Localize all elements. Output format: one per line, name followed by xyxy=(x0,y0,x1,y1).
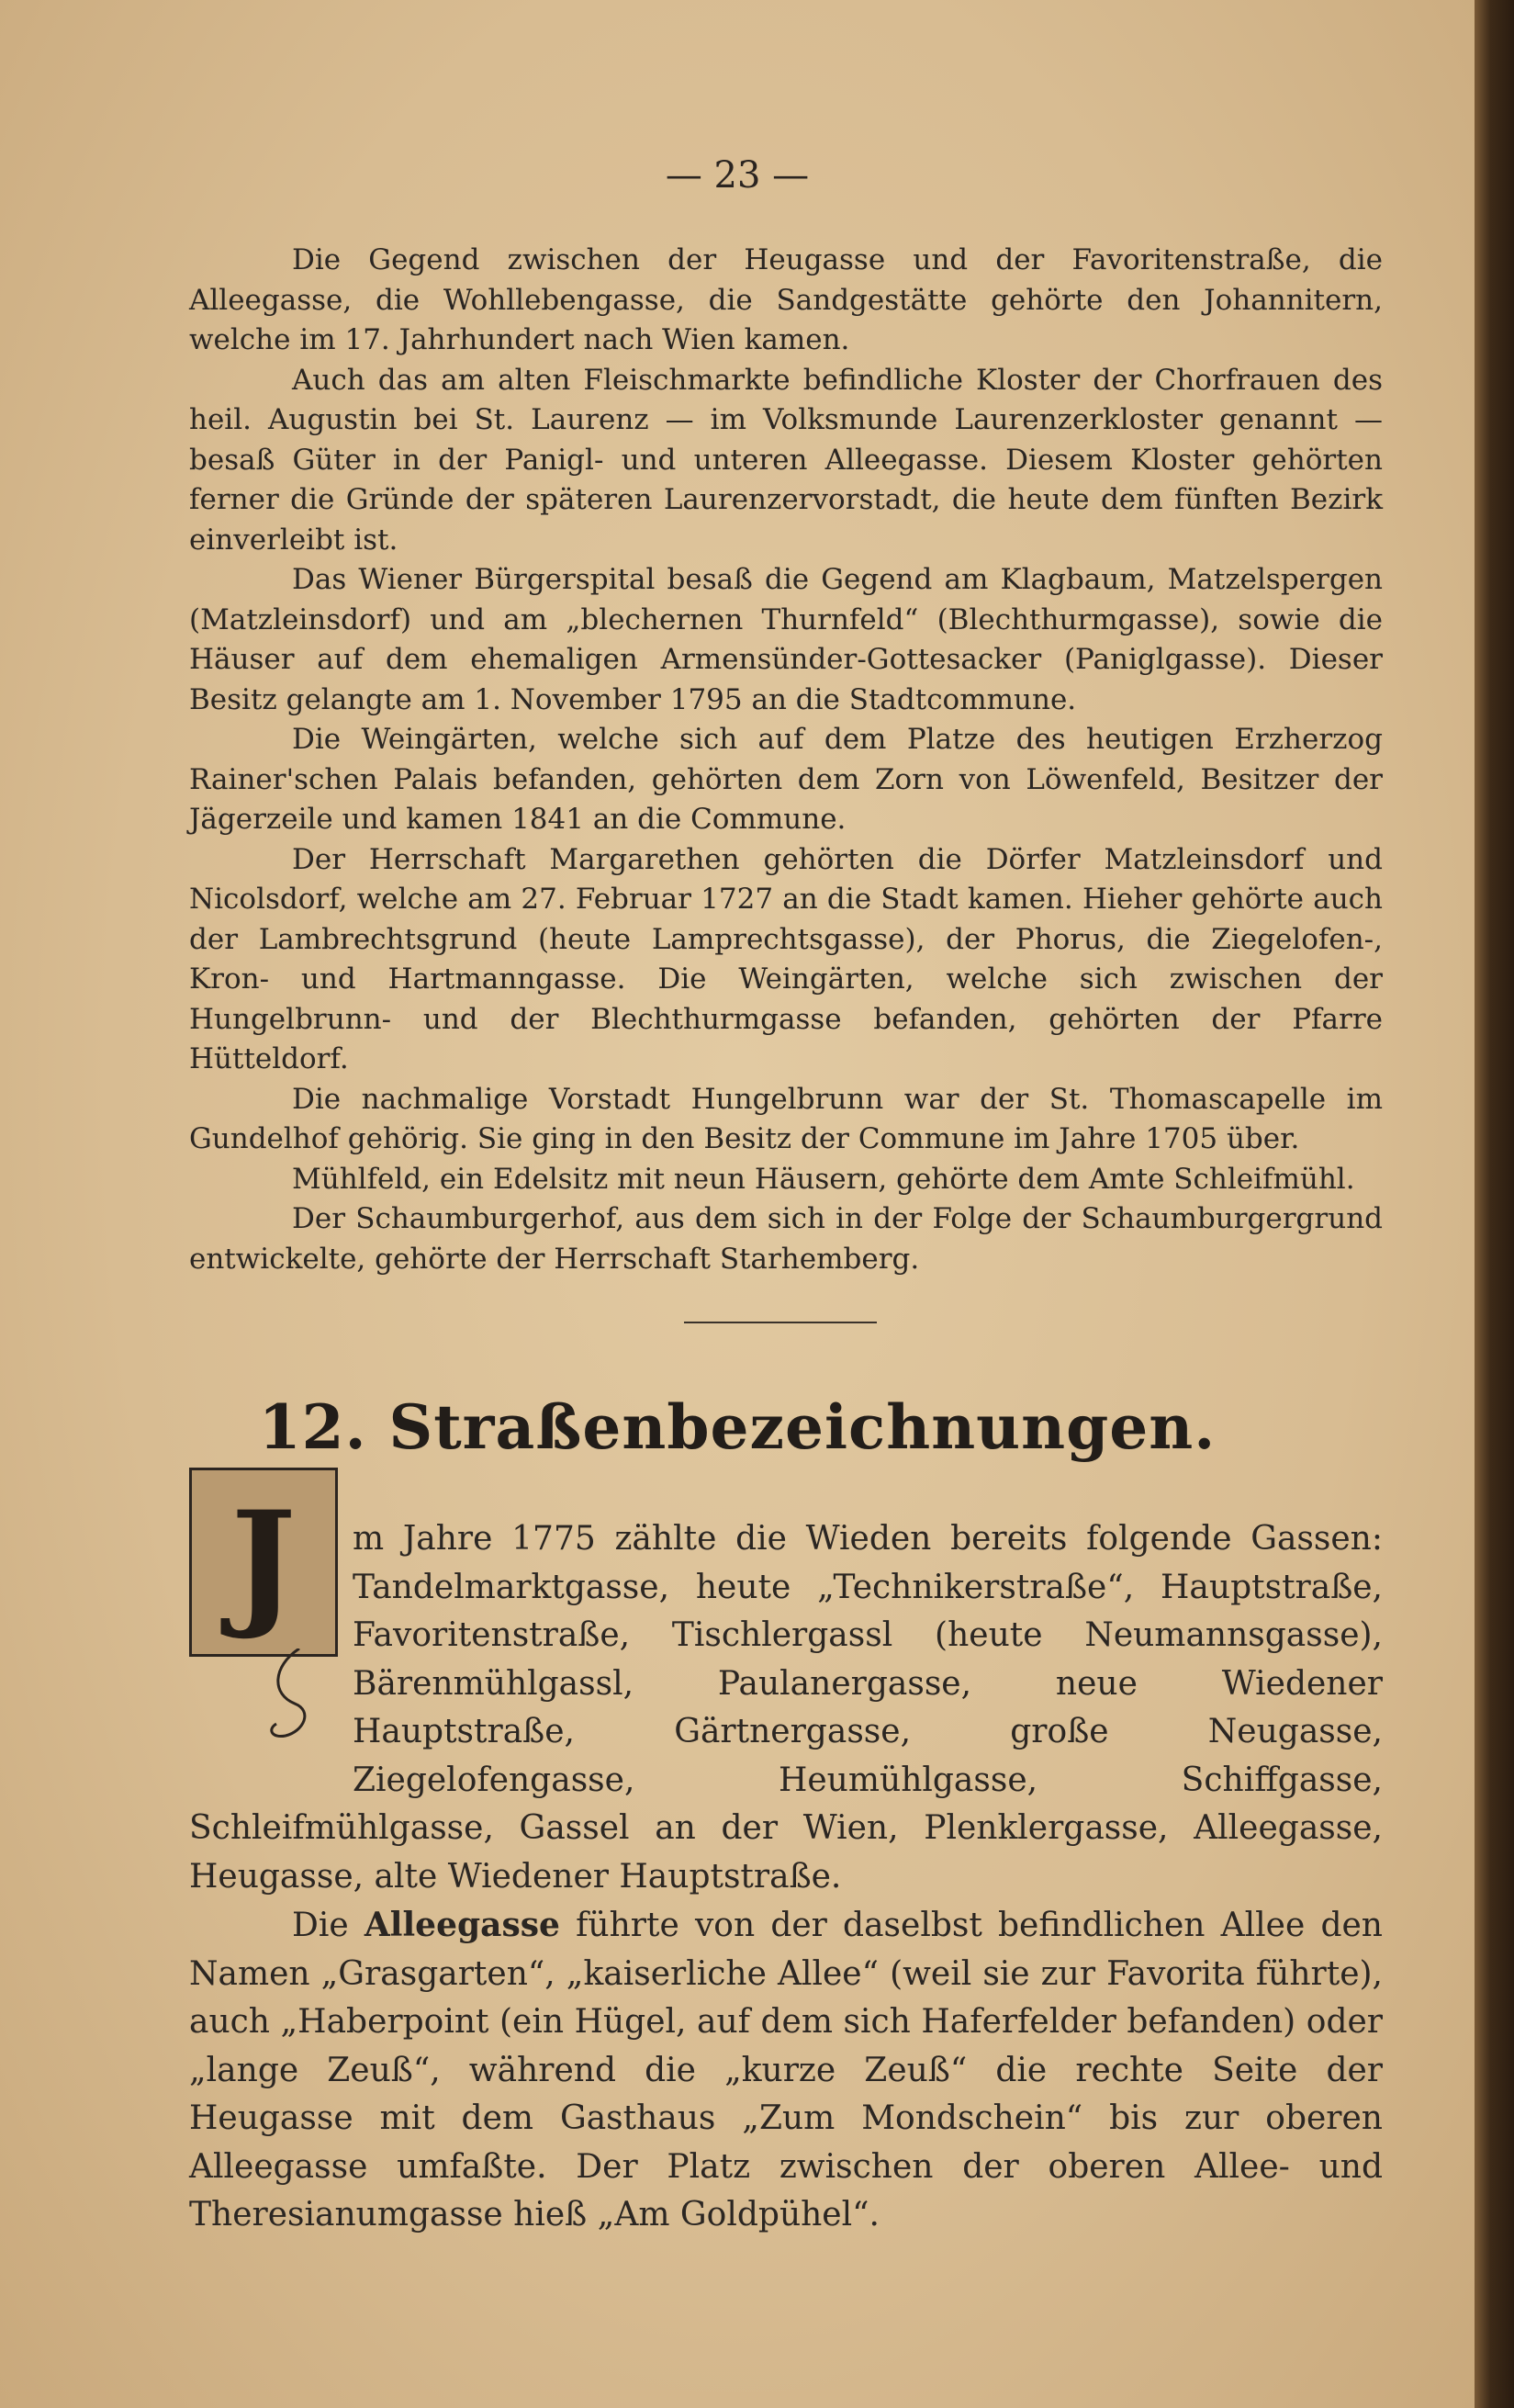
section-text-1 xyxy=(189,241,1383,1279)
paragraph-gassen-1775: m Jahre 1775 zählte die Wieden bereits folgende Gassen: Tandelmarktgasse, heute „Technikerstraße“, Hauptstraße, Favoritenstraße, Tischlergassl (heute Neumannsgasse), Bärenmühlgassl, Paulanergasse, neue Wiedener Hauptstraße, Gärtnergasse, große Neugasse, Ziegelofengasse, Heumühlgasse, Schiffgasse, Schleifmühlgasse, Gassel an der Wien, Plenklergasse, Alleegasse, Heugasse, alte Wiedener Hauptstraße. xyxy=(189,1520,1383,1896)
paragraph-hungelbrunn: Die nachmalige Vorstadt Hungelbrunn war der St. Thomascapelle im Gundelhof gehörig. Sie ging in den Besitz der Commune im Jahre 1705 über. xyxy=(189,1082,1383,1155)
section-divider xyxy=(684,1322,877,1323)
paragraph-schaumburgerhof: Der Schaumburgerhof, aus dem sich in der Folge der Schaumburgergrund entwickelte, gehörte der Herrschaft Starhemberg. xyxy=(189,1202,1383,1276)
paragraph-buergerspital: Das Wiener Bürgerspital besaß die Gegend am Klagbaum, Matzelspergen (Matzleinsdorf) und am „blechernen Thurnfeld“ (Blechthurmgasse), sowie die Häuser auf dem ehemaligen Armensünder-Gottesacker (Paniglgasse). Dieser Besitz gelangte am 1. November 1795 an die Stadtcommune. xyxy=(189,563,1383,716)
alleegasse-term: Alleegasse xyxy=(364,1906,560,1944)
page-number: — 23 — xyxy=(665,154,810,197)
paragraph-weingaerten: Die Weingärten, welche sich auf dem Platze des heutigen Erzherzog Rainer'schen Palais befanden, gehörten dem Zorn von Löwenfeld, Besitzer der Jägerzeile und kamen 1841 an die Commune. xyxy=(189,723,1383,836)
paragraph-laurenzerkloster: Auch das am alten Fleischmarkte befindliche Kloster der Chorfrauen des heil. Augustin bei St. Laurenz — im Volksmunde Laurenzerkloster genannt — besaß Güter in der Panigl- und unteren Alleegasse. Diesem Kloster gehörten ferner die Gründe der späteren Laurenzervorstadt, die heute dem fünften Bezirk einverleibt ist. xyxy=(189,363,1383,557)
ornamental-initial: J xyxy=(189,1468,338,1657)
paragraph-alleegasse xyxy=(189,1901,1383,2240)
book-spine xyxy=(1475,0,1514,2408)
alleegasse-text: führte von der daselbst befindlichen Allee den Namen „Grasgarten“, „kaiserliche Allee“ (weil sie zur Favorita führte), auch „Haberpoint (ein Hügel, auf dem sich Haferfelder befanden) oder „lange Zeuß“, während die „kurze Zeuß“ die rechte Seite der Heugasse mit dem Gasthaus „Zum Mondschein“ bis zur oberen Alleegasse umfaßte. Der Platz zwischen der oberen Allee- und Theresianumgasse hieß „Am Goldpühel“. xyxy=(189,1907,1383,2234)
chapter-heading: 12. Straßenbezeichnungen. xyxy=(258,1391,1217,1463)
paragraph-johanniter: Die Gegend zwischen der Heugasse und der Favoritenstraße, die Alleegasse, die Wohllebengasse, die Sandgestätte gehörte den Johannitern, welche im 17. Jahrhundert nach Wien kamen. xyxy=(189,243,1383,356)
alleegasse-lead: Die xyxy=(292,1907,349,1944)
paragraph-muehlfeld: Mühlfeld, ein Edelsitz mit neun Häusern, gehörte dem Amte Schleifmühl. xyxy=(292,1162,1355,1196)
paragraph-margarethen: Der Herrschaft Margarethen gehörten die Dörfer Matzleinsdorf und Nicolsdorf, welche am 27. Februar 1727 an die Stadt kamen. Hieher gehörte auch der Lambrechtsgrund (heute Lamprechtsgasse), der Phorus, die Ziegelofen-, Kron- und Hartmanngasse. Die Weingärten, welche sich zwischen der Hungelbrunn- und der Blechthurmgasse befanden, gehörten der Pfarre Hütteldorf. xyxy=(189,842,1383,1075)
section-text-2 xyxy=(189,1515,1383,2240)
